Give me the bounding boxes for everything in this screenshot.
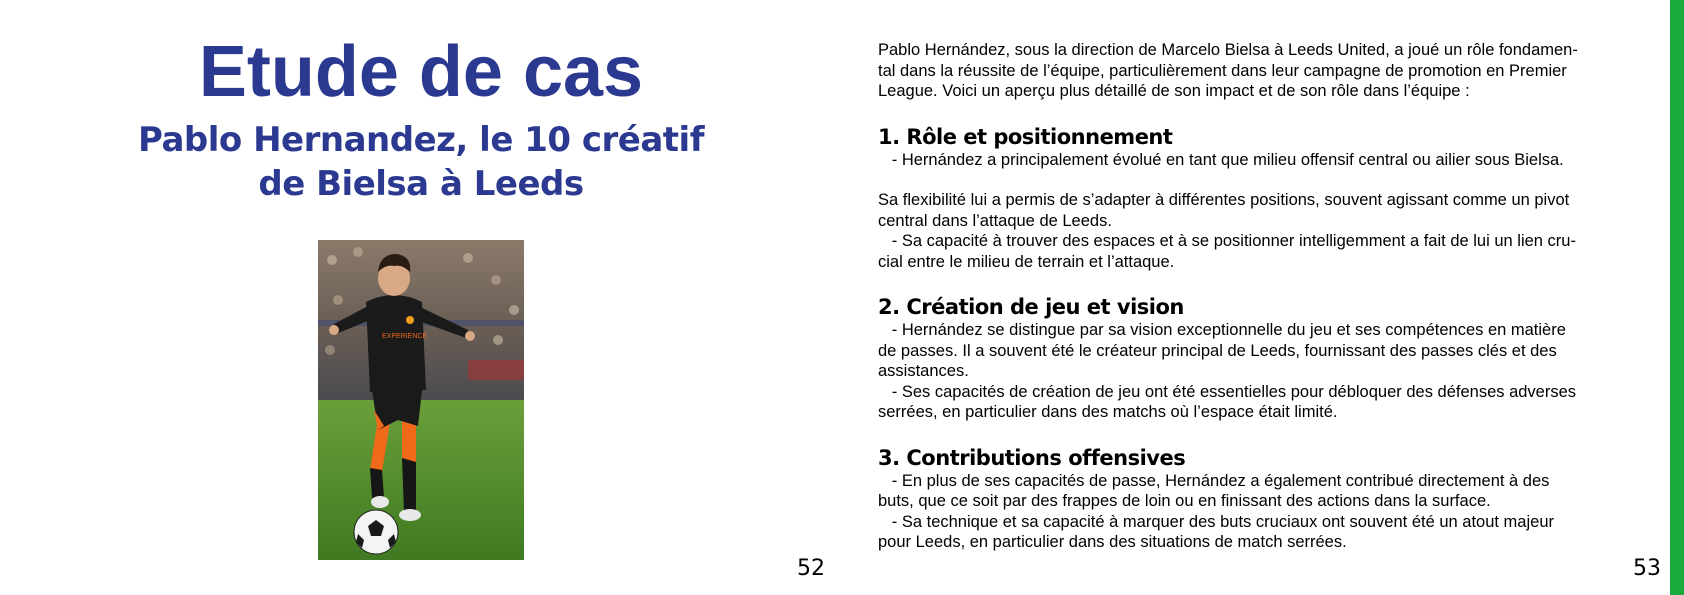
section-heading: 1. Rôle et positionnement: [878, 124, 1173, 149]
article-body: [878, 40, 1638, 553]
section-paragraph: - Hernández se distingue par sa vision exceptionnelle du jeu et ses compétences en matière de passes. Il a souvent été le créateur principal de Leeds, fournissant des passes clés et des assistances. - Ses capacités de création de jeu ont été essentielles pour débloquer des défenses adverses serrées, en particulier dans des matchs où l’espace était limité.: [878, 321, 1577, 421]
section-2: [878, 294, 1638, 423]
player-illustration: [318, 240, 524, 560]
svg-text:EXPERIENCE: EXPERIENCE: [382, 333, 428, 340]
page-subtitle: [0, 118, 842, 206]
section-paragraph: Sa flexibilité lui a permis de s’adapter à différentes positions, souvent agissant comme un pivot central dans l’attaque de Leeds. - Sa capacité à trouver des espaces et à se positionner intelligemment a fait de lui un lien cru- cial entre le milieu de terrain et l’attaque.: [878, 191, 1576, 271]
page-number-right: 53: [1633, 556, 1661, 581]
section-paragraph: - En plus de ses capacités de passe, Hernández a également contribué directement à des buts, que ce soit par des frappes de loin ou en finissant des actions dans la surface. - Sa technique et sa capacité à marquer des buts cruciaux ont souvent été un atout majeur pour Leeds, en particulier dans des situations de match serrées.: [878, 471, 1554, 551]
intro-paragraph: Pablo Hernández, sous la direction de Marcelo Bielsa à Leeds United, a joué un rôle fondamen- tal dans la réussite de l’équipe, particulièrement dans leur campagne de promotion en Premier League. Voici un aperçu plus détaillé de son impact et de son rôle dans l’équipe :: [878, 41, 1578, 100]
subtitle-line-1: Pablo Hernandez, le 10 créatif: [137, 120, 705, 160]
football-player-photo: [318, 240, 524, 560]
paragraph-gap: [878, 170, 1638, 190]
section-heading: 3. Contributions offensives: [878, 445, 1186, 470]
section-heading: 2. Création de jeu et vision: [878, 295, 1184, 319]
page-title: Etude de cas: [198, 32, 644, 112]
side-accent-bar: [1670, 0, 1684, 595]
section-1: [878, 124, 1638, 273]
section-3: [878, 445, 1638, 553]
subtitle-line-2: de Bielsa à Leeds: [258, 164, 584, 204]
page-number-left: 52: [797, 556, 825, 581]
section-paragraph: - Hernández a principalement évolué en tant que milieu offensif central ou ailier sous Bielsa.: [878, 150, 1564, 169]
